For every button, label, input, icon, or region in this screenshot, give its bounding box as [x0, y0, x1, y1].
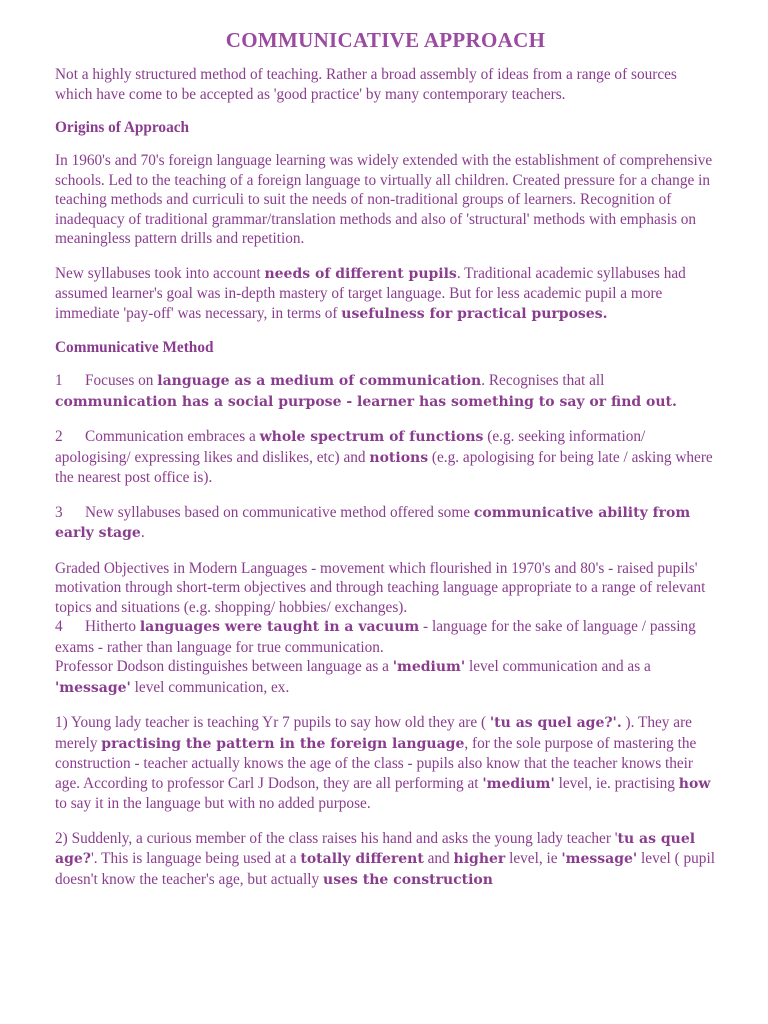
method-item-3	[55, 503, 716, 544]
emphasis-text: needs of different pupils	[264, 265, 457, 282]
graded-objectives-paragraph: Graded Objectives in Modern Languages - movement which flourished in 1970's and 80's - raised pupils' motivation through short-term objectives and through teaching language appropriate to a range of relevant topics and situations (e.g. shopping/ hobbies/ exchanges).	[55, 559, 706, 616]
text-run: (e.g. apologising for being late / asking where the nearest post office is).	[55, 448, 713, 486]
emphasis-text: languages were taught in a vacuum	[139, 619, 420, 635]
emphasis-text: practising the pattern in the foreign language	[101, 735, 465, 752]
text-run: Focuses on	[85, 372, 158, 389]
emphasis-text: 'medium'	[482, 775, 555, 792]
emphasis-text: uses the construction	[323, 871, 493, 888]
text-run: (e.g. seeking information/ apologising/ expressing likes and dislikes, etc) and	[55, 428, 646, 466]
item-number: 1	[55, 372, 63, 389]
example-2-paragraph	[55, 829, 716, 891]
dodson-paragraph	[55, 657, 716, 698]
text-run: Communication embraces a	[85, 428, 260, 445]
emphasis-text: higher	[453, 851, 506, 867]
text-run: Professor Dodson distinguishes between language as a	[55, 658, 393, 675]
emphasis-text: whole spectrum of functions	[259, 429, 484, 445]
text-run: .	[140, 524, 145, 541]
text-run: level communication and as a	[465, 658, 651, 675]
method-item-1	[55, 371, 716, 412]
emphasis-text: 'medium'	[392, 659, 466, 675]
intro-paragraph: Not a highly structured method of teaching. Rather a broad assembly of ideas from a range of sources which have come to be accepted as 'good practice' by many contemporary teachers.	[55, 66, 677, 103]
text-run: and	[423, 850, 454, 867]
emphasis-text: usefulness for practical purposes.	[341, 305, 608, 322]
text-run: level, ie	[505, 850, 562, 867]
text-run: level communication, ex.	[130, 678, 290, 696]
emphasis-text: totally different	[300, 851, 424, 867]
text-run: New syllabuses based on communicative method offered some	[85, 503, 474, 521]
text-run: , for the sole purpose of mastering the construction - teacher actually knows the age of the class - pupils also know that the teacher knows their age. According to professor Carl J Dodson, they are all performing at	[55, 734, 697, 792]
text-run: '. This is language being used at a	[90, 850, 301, 867]
emphasis-text: 'message'	[55, 679, 131, 696]
emphasis-text: 'message'	[561, 851, 638, 867]
emphasis-text: how	[678, 775, 711, 792]
item-number: 2	[55, 428, 63, 445]
origins-paragraph-2	[55, 264, 716, 325]
text-run: . Recognises that all	[481, 372, 605, 389]
text-run: 2) Suddenly, a curious member of the class raises his hand and asks the young lady teacher '	[55, 829, 618, 847]
item-number: 4	[55, 618, 63, 635]
page-title: COMMUNICATIVE APPROACH	[225, 28, 546, 52]
text-run: New syllabuses took into account	[55, 264, 265, 282]
method-item-4	[55, 617, 716, 657]
origins-paragraph-1: In 1960's and 70's foreign language learning was widely extended with the establishment of comprehensive schools. Led to the teaching of a foreign language to virtually all children. Created pressure for a change in teaching methods and curriculi to suit the needs of non-traditional groups of learners. Recognition of inadequacy of traditional grammar/translation methods and also of 'structural' methods with emphasis on meaningless pattern drills and repetition.	[55, 152, 713, 247]
text-run: ). They are merely	[55, 714, 692, 752]
emphasis-text: language as a medium of communication	[157, 373, 482, 389]
text-run: - language for the sake of language / passing exams - rather than language for true communication.	[55, 618, 696, 656]
emphasis-text: 'tu as quel age?'.	[489, 715, 622, 731]
example-1-paragraph	[55, 713, 716, 814]
text-run: Hitherto	[85, 618, 140, 635]
text-run: . Traditional academic syllabuses had assumed learner's goal was in-depth mastery of target language. But for less academic pupil a more immediate 'pay-off' was necessary, in terms of	[55, 264, 686, 322]
emphasis-text: communicative ability from early stage	[55, 504, 691, 541]
text-run: 1) Young lady teacher is teaching Yr 7 pupils to say how old they are (	[55, 714, 490, 731]
method-item-2	[55, 427, 716, 488]
item-number: 3	[55, 503, 63, 521]
emphasis-text: communication has a social purpose - learner has something to say or find out.	[55, 393, 677, 410]
section-heading-method: Communicative Method	[55, 339, 214, 356]
section-heading-origins: Origins of Approach	[55, 119, 190, 136]
text-run: level ( pupil doesn't know the teacher's age, but actually	[55, 850, 715, 888]
text-run: to say it in the language but with no added purpose.	[55, 795, 371, 812]
emphasis-text: tu as quel age?	[55, 830, 696, 867]
text-run: level, ie. practising	[554, 774, 679, 792]
emphasis-text: notions	[369, 449, 429, 466]
